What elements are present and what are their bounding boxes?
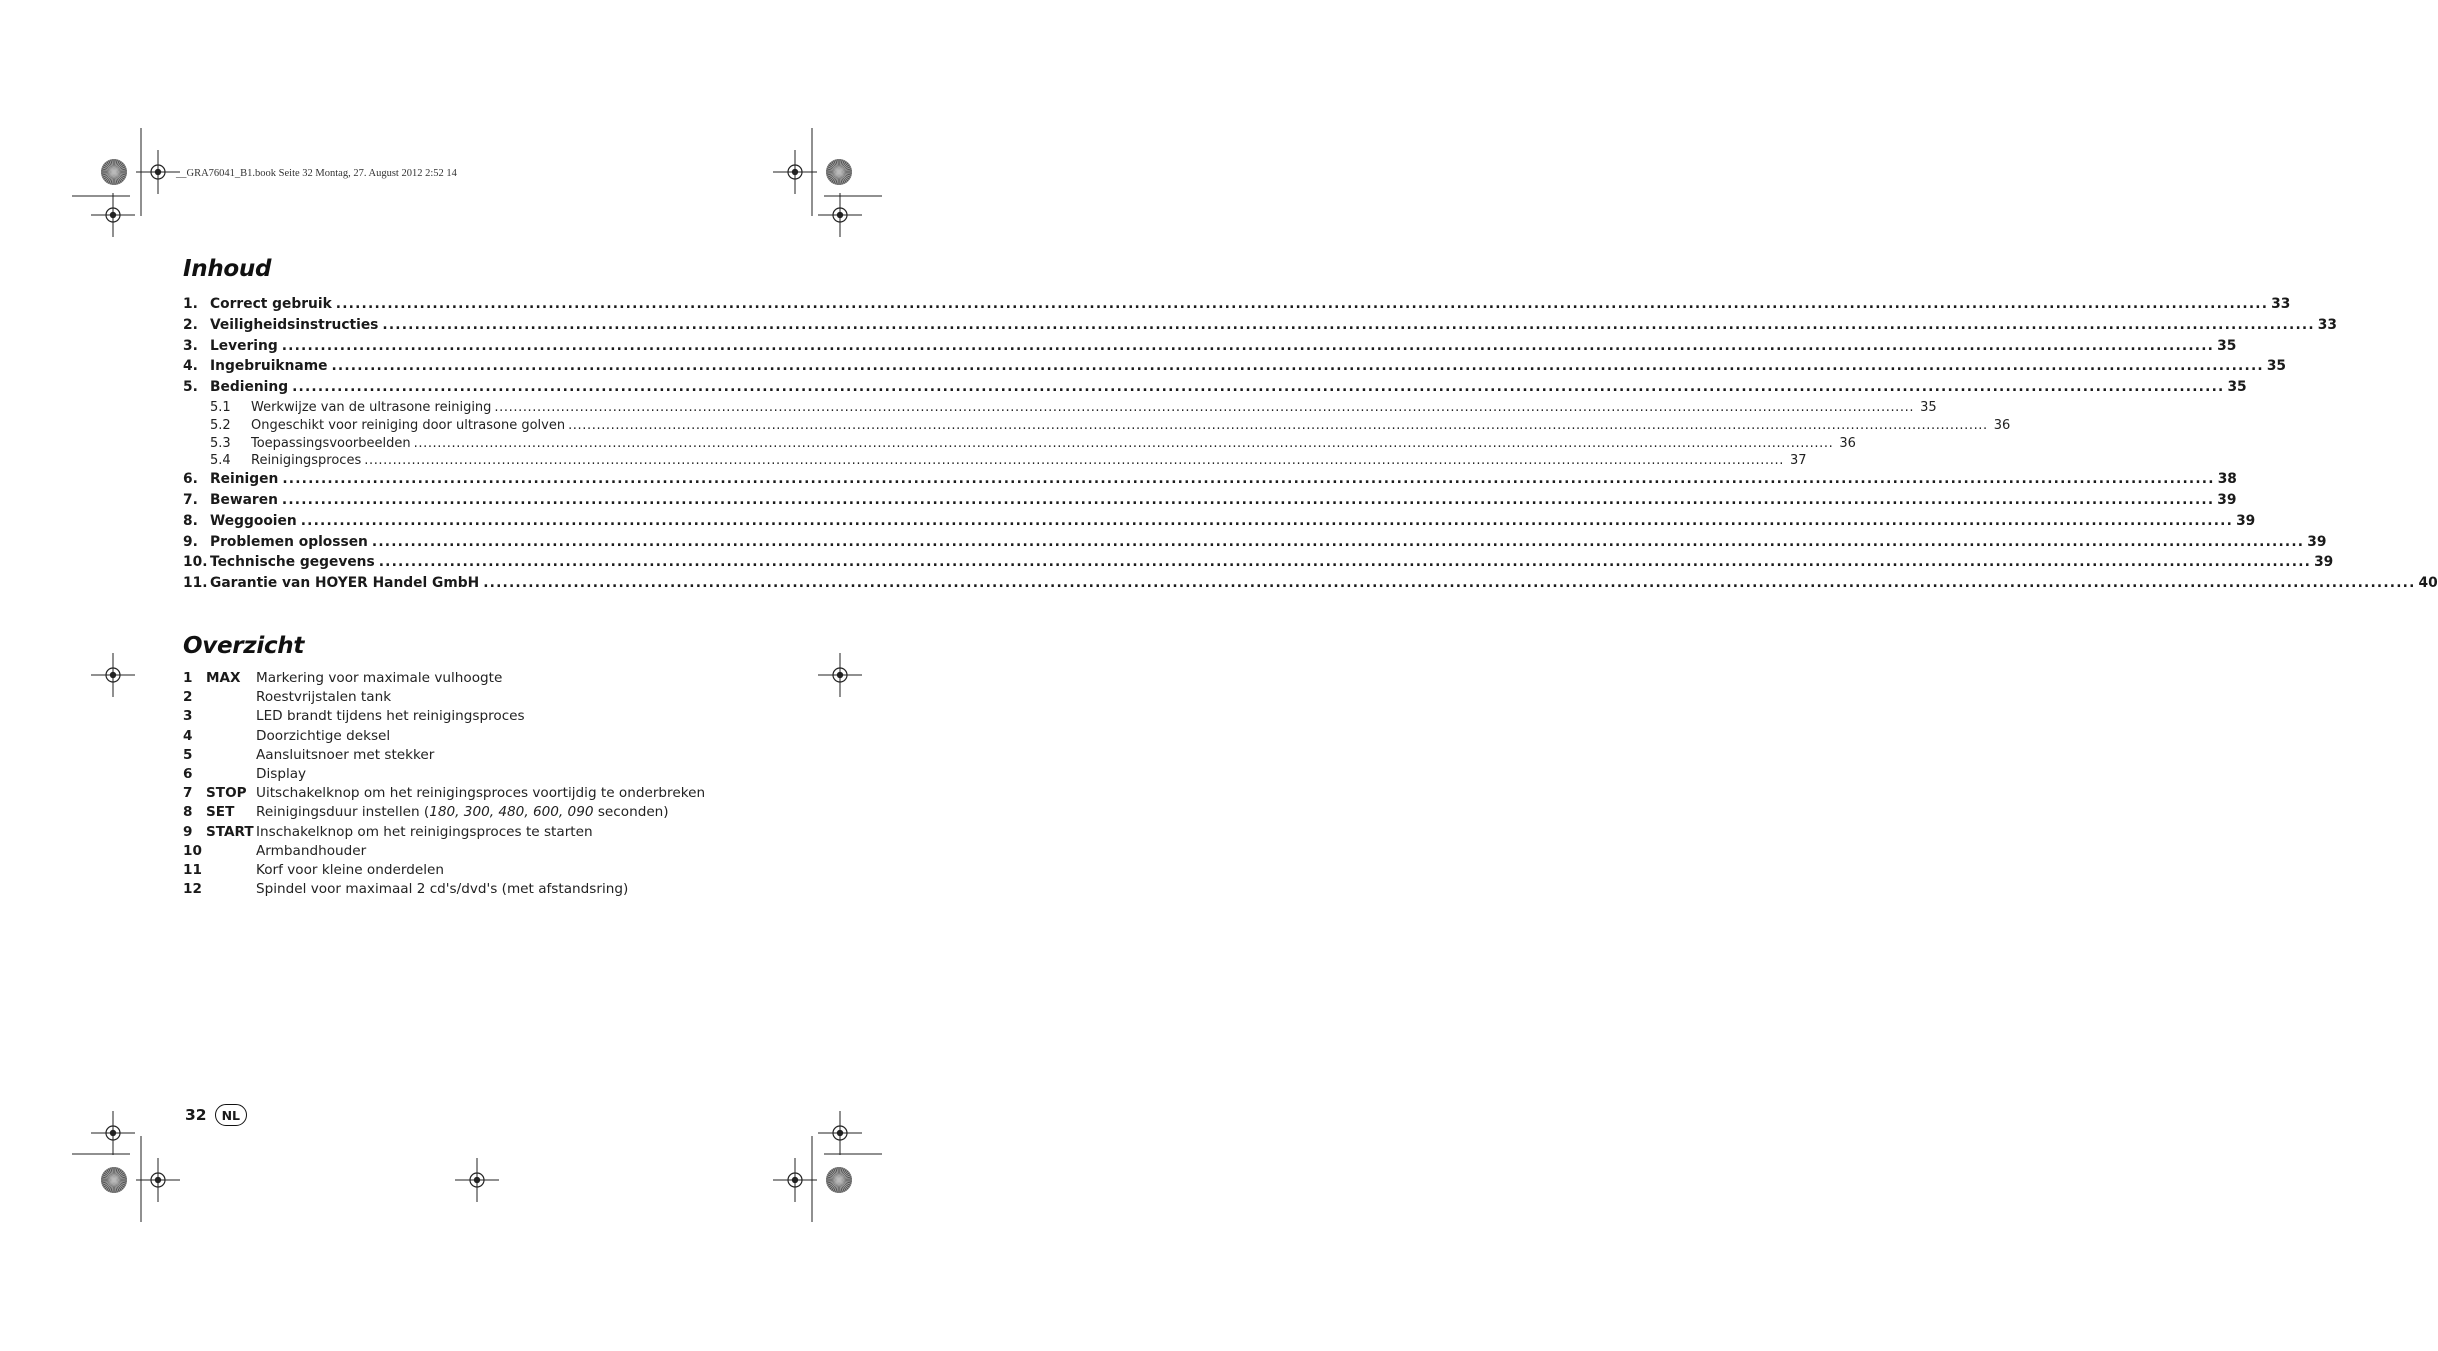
table-of-contents (183, 296, 2438, 596)
toc-item[interactable]: 2. Veiligheidsinstructies ............................................................................................................................................................................................................................................................................................................ 33 (183, 316, 2337, 333)
page-footer (185, 1104, 247, 1126)
list-item: 12 Spindel voor maximaal 2 cd's/dvd's (met afstandsring) (183, 881, 629, 898)
leader-dots: ............................................................................................................................................................................................................................................................................................................ (371, 533, 2305, 550)
registration-mark (136, 150, 180, 194)
toc-item[interactable]: 6. Reinigen ............................................................................................................................................................................................................................................................................................................ 38 (183, 471, 2237, 488)
list-item: 3 LED brandt tijdens het reinigingsproces (183, 708, 525, 725)
language-badge: NL (215, 1104, 247, 1126)
overview-list (183, 670, 743, 900)
toc-subitem[interactable]: 5.1 Werkwijze van de ultrasone reiniging ............................................................................................................................................................................................................................................................................................................ 35 (210, 399, 1937, 415)
leader-dots: ............................................................................................................................................................................................................................................................................................................ (494, 399, 1915, 415)
toc-item[interactable]: 1. Correct gebruik ............................................................................................................................................................................................................................................................................................................ 33 (183, 296, 2291, 312)
list-item: 2 Roestvrijstalen tank (183, 689, 392, 706)
leader-dots: ............................................................................................................................................................................................................................................................................................................ (300, 512, 2234, 529)
leader-dots: ............................................................................................................................................................................................................................................................................................................ (382, 316, 2315, 333)
registration-mark (455, 1158, 499, 1202)
color-target (826, 159, 852, 185)
leader-dots: ............................................................................................................................................................................................................................................................................................................ (335, 296, 2269, 312)
list-item: 10 Armbandhouder (183, 842, 367, 859)
toc-item[interactable]: 10. Technische gegevens ............................................................................................................................................................................................................................................................................................................ 39 (183, 554, 2334, 571)
list-item: 5 Aansluitsnoer met stekker (183, 746, 435, 763)
toc-subitem[interactable]: 5.3 Toepassingsvoorbeelden ............................................................................................................................................................................................................................................................................................................ 36 (210, 435, 1856, 451)
toc-item[interactable]: 8. Weggooien ............................................................................................................................................................................................................................................................................................................ 39 (183, 512, 2256, 529)
list-item: 7 STOP Uitschakelknop om het reinigingsproces voortijdig te onderbreken (183, 785, 706, 802)
color-target (826, 1167, 852, 1193)
overview-title: Overzicht (183, 633, 305, 659)
list-item: 11 Korf voor kleine onderdelen (183, 861, 444, 878)
toc-item[interactable]: 9. Problemen oplossen ............................................................................................................................................................................................................................................................................................................ 39 (183, 533, 2327, 550)
registration-mark (773, 1158, 817, 1202)
list-item: 6 Display (183, 765, 307, 782)
color-target (101, 159, 127, 185)
leader-dots: ............................................................................................................................................................................................................................................................................................................ (483, 575, 2416, 592)
toc-item[interactable]: 5. Bediening ............................................................................................................................................................................................................................................................................................................ 35 (183, 379, 2247, 396)
registration-mark (773, 150, 817, 194)
leader-dots: ............................................................................................................................................................................................................................................................................................................ (378, 554, 2312, 571)
toc-item[interactable]: 3. Levering ............................................................................................................................................................................................................................................................................................................ 35 (183, 337, 2237, 354)
leader-dots: ............................................................................................................................................................................................................................................................................................................ (281, 337, 2215, 354)
leader-dots: ............................................................................................................................................................................................................................................................................................................ (364, 453, 1784, 469)
registration-mark (91, 1111, 135, 1155)
registration-mark (818, 653, 862, 697)
toc-subitem[interactable]: 5.2 Ongeschikt voor reiniging door ultrasone golven ............................................................................................................................................................................................................................................................................................................ 36 (210, 417, 2011, 433)
list-item: 8 SET Reinigingsduur instellen (180, 300, 480, 600, 090 seconden) (183, 804, 669, 821)
toc-item[interactable]: 4. Ingebruikname ............................................................................................................................................................................................................................................................................................................ 35 (183, 358, 2287, 375)
toc-item[interactable]: 7. Bewaren ............................................................................................................................................................................................................................................................................................................ 39 (183, 491, 2237, 508)
registration-mark (818, 193, 862, 237)
list-item: 9 START Inschakelknop om het reinigingsproces te starten (183, 823, 593, 840)
leader-dots: ............................................................................................................................................................................................................................................................................................................ (281, 491, 2215, 508)
leader-dots: ............................................................................................................................................................................................................................................................................................................ (292, 379, 2225, 396)
color-target (101, 1167, 127, 1193)
list-item: 1 MAX Markering voor maximale vulhoogte (183, 670, 503, 686)
registration-mark (91, 193, 135, 237)
leader-dots: ............................................................................................................................................................................................................................................................................................................ (331, 358, 2264, 375)
leader-dots: ............................................................................................................................................................................................................................................................................................................ (413, 435, 1834, 451)
page-number: 32 (185, 1106, 207, 1124)
toc-title: Inhoud (183, 256, 272, 282)
toc-subitem[interactable]: 5.4 Reinigingsproces ............................................................................................................................................................................................................................................................................................................ 37 (210, 453, 1807, 469)
list-item: 4 Doorzichtige deksel (183, 727, 391, 744)
registration-mark (136, 1158, 180, 1202)
registration-mark (818, 1111, 862, 1155)
toc-item[interactable]: 11. Garantie van HOYER Handel GmbH ............................................................................................................................................................................................................................................................................................................ 40 (183, 575, 2438, 592)
leader-dots: ............................................................................................................................................................................................................................................................................................................ (282, 471, 2215, 488)
leader-dots: ............................................................................................................................................................................................................................................................................................................ (568, 417, 1988, 433)
book-header: __GRA76041_B1.book Seite 32 Montag, 27. August 2012 2:52 14 (176, 168, 457, 179)
registration-mark (91, 653, 135, 697)
